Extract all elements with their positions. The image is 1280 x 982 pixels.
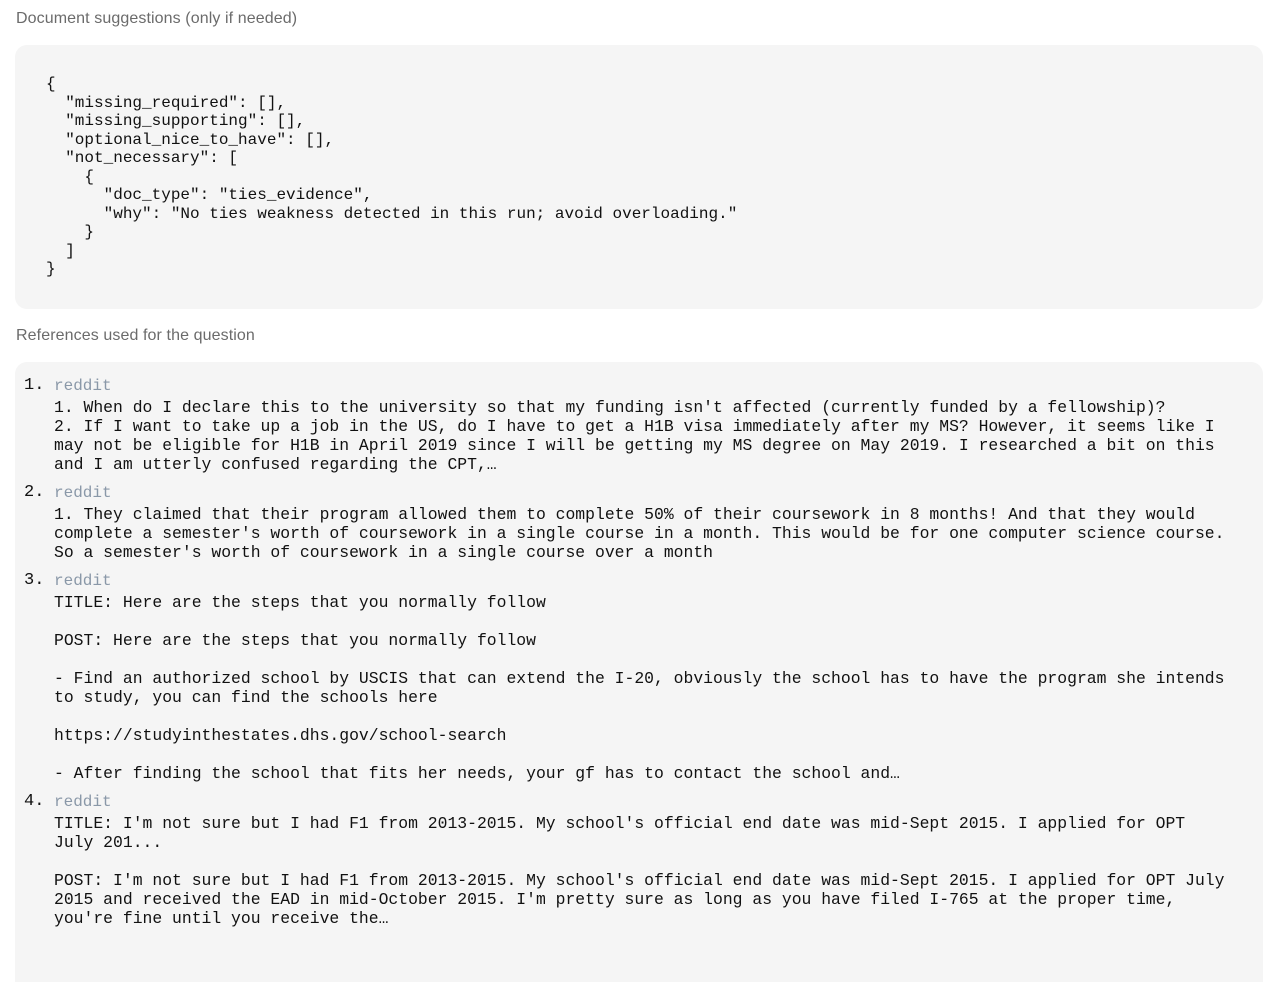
reference-source-link[interactable]: reddit <box>54 793 112 811</box>
references-label: References used for the question <box>16 327 255 344</box>
reference-text: TITLE: Here are the steps that you normally follow POST: Here are the steps that you normally follow - Find an authorized school by USCIS that can extend the I-20, obviously the school has to have the program she intends to study, you can find the schools here https://studyinthestates.dhs.gov/school-search - After finding the school that fits her needs, your gf has to contact the school and… <box>54 593 1225 783</box>
reference-source-link[interactable]: reddit <box>54 377 112 395</box>
reference-number: 2. <box>24 483 45 502</box>
reference-text: TITLE: I'm not sure but I had F1 from 2013-2015. My school's official end date was mid-Sept 2015. I applied for OPT July 201... POST: I'm not sure but I had F1 from 2013-2015. My school's official end date was mid-Sept 2015. I applied for OPT July 2015 and received the EAD in mid-October 2015. I'm pretty sure as long as you have filed I-765 at the proper time, you're fine until you receive the… <box>54 814 1225 928</box>
reference-source-link[interactable]: reddit <box>54 484 112 502</box>
references-panel <box>15 362 1263 982</box>
reference-number: 1. <box>24 376 45 395</box>
doc-suggestions-json: { "missing_required": [], "missing_supporting": [], "optional_nice_to_have": [], "not_necessary": [ { "doc_type": "ties_evidence", "why": "No ties weakness detected in this run; avoid overloading." } ] } <box>46 75 738 278</box>
reference-text: 1. They claimed that their program allowed them to complete 50% of their coursework in 8 months! And that they would complete a semester's worth of coursework in a single course in a month. This would be for one computer science course. So a semester's worth of coursework in a single course over a month <box>54 505 1225 562</box>
reference-source-link[interactable]: reddit <box>54 572 112 590</box>
reference-item <box>15 375 1263 474</box>
reference-number: 3. <box>24 571 45 590</box>
reference-item <box>15 482 1263 562</box>
reference-item <box>15 791 1263 928</box>
references-list <box>15 375 1263 928</box>
reference-text: 1. When do I declare this to the university so that my funding isn't affected (currently funded by a fellowship)? 2. If I want to take up a job in the US, do I have to get a H1B visa immediately after my MS? However, it seems like I may not be eligible for H1B in April 2019 since I will be getting my MS degree on May 2019. I researched a bit on this and I am utterly confused regarding the CPT,… <box>54 398 1215 474</box>
reference-item <box>15 570 1263 783</box>
doc-suggestions-label: Document suggestions (only if needed) <box>16 10 298 27</box>
reference-number: 4. <box>24 792 45 811</box>
doc-suggestions-json-panel <box>15 45 1263 309</box>
